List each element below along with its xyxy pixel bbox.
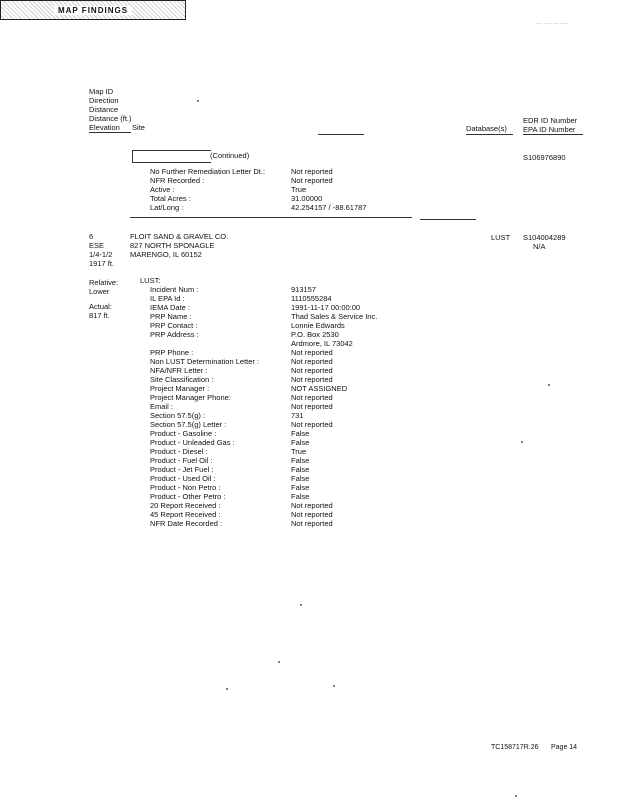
header-edr-id-label: EDR ID Number bbox=[523, 116, 578, 125]
continued-row-label: Total Acres : bbox=[150, 194, 191, 203]
site-distance: 1/4-1/2 bbox=[89, 250, 113, 259]
lust-label: 20 Report Received : bbox=[150, 501, 221, 510]
header-direction-label: Direction bbox=[89, 96, 119, 105]
lust-value: Ardmore, IL 73042 bbox=[291, 339, 353, 348]
header-rule-edr bbox=[523, 134, 583, 135]
lust-value: Not reported bbox=[291, 501, 333, 510]
lust-label: PRP Address : bbox=[150, 330, 199, 339]
scan-speck bbox=[548, 384, 550, 386]
lust-value: False bbox=[291, 483, 310, 492]
site-edr-id: S104004289 bbox=[523, 233, 566, 242]
lust-label: Product - Unleaded Gas : bbox=[150, 438, 235, 447]
continued-row-value: True bbox=[291, 185, 307, 194]
lust-label: 45 Report Received : bbox=[150, 510, 221, 519]
lust-label: Product - Fuel Oil : bbox=[150, 456, 213, 465]
actual-elevation-value: 817 ft. bbox=[89, 311, 110, 320]
lust-value: False bbox=[291, 492, 310, 501]
lust-value: Not reported bbox=[291, 375, 333, 384]
continued-row-value: 31.00000 bbox=[291, 194, 323, 203]
scan-speck bbox=[521, 441, 523, 443]
lust-value: False bbox=[291, 438, 310, 447]
lust-value: 913157 bbox=[291, 285, 317, 294]
continued-row-label: Lat/Long : bbox=[150, 203, 184, 212]
relative-elevation-label: Relative: bbox=[89, 278, 119, 287]
lust-label: PRP Name : bbox=[150, 312, 192, 321]
site-distance-ft: 1917 ft. bbox=[89, 259, 115, 268]
footer-document-id: TC158717R.26 bbox=[491, 744, 539, 751]
lust-label: NFR Date Recorded : bbox=[150, 519, 223, 528]
lust-value: Not reported bbox=[291, 366, 333, 375]
lust-value: Not reported bbox=[291, 357, 333, 366]
relative-elevation-value: Lower bbox=[89, 287, 110, 296]
lust-value: True bbox=[291, 447, 307, 456]
lust-label: Product - Other Petro : bbox=[150, 492, 226, 501]
footer-page-number: Page 14 bbox=[551, 744, 578, 751]
continued-row-value: 42.254157 / -88.61787 bbox=[291, 203, 367, 212]
continued-row-label: NFR Recorded : bbox=[150, 176, 205, 185]
redacted-site-name bbox=[132, 150, 211, 163]
lust-value: Not reported bbox=[291, 420, 333, 429]
lust-label: Incident Num : bbox=[150, 285, 199, 294]
lust-label: Site Classification : bbox=[150, 375, 214, 384]
continued-edr-id: S106976890 bbox=[523, 153, 566, 162]
header-rule-mid bbox=[318, 134, 364, 135]
lust-label: Product - Non Petro : bbox=[150, 483, 221, 492]
lust-label: IEMA Date : bbox=[150, 303, 191, 312]
lust-value: 731 bbox=[291, 411, 304, 420]
header-distance-label: Distance bbox=[89, 105, 119, 114]
continued-label: (Continued) bbox=[210, 151, 250, 160]
site-map-id: 6 bbox=[89, 232, 94, 241]
page-title-text: MAP FINDINGS bbox=[54, 6, 132, 15]
scan-speck bbox=[300, 604, 302, 606]
scan-speck bbox=[197, 100, 199, 102]
lust-value: Not reported bbox=[291, 510, 333, 519]
continued-row-label: No Further Remediation Letter Dt.: bbox=[150, 167, 266, 176]
header-site-label: Site bbox=[132, 123, 145, 132]
scan-speck bbox=[515, 795, 517, 797]
lust-label: Non LUST Determination Letter : bbox=[150, 357, 260, 366]
header-database-label: Database(s) bbox=[466, 124, 507, 133]
lust-section-heading: LUST: bbox=[140, 276, 161, 285]
lust-label: Section 57.5(g) Letter : bbox=[150, 420, 227, 429]
lust-label: Product - Gasoline : bbox=[150, 429, 217, 438]
continued-row-value: Not reported bbox=[291, 176, 333, 185]
lust-value: 1110555284 bbox=[291, 294, 332, 303]
header-map-id-label: Map ID bbox=[89, 87, 114, 96]
section-divider-right bbox=[420, 219, 476, 220]
continued-row-value: Not reported bbox=[291, 167, 333, 176]
lust-value: 1991-11-17 00:00:00 bbox=[291, 303, 361, 312]
lust-label: Project Manager : bbox=[150, 384, 210, 393]
lust-label: NFA/NFR Letter : bbox=[150, 366, 208, 375]
lust-value: NOT ASSIGNED bbox=[291, 384, 348, 393]
page-title bbox=[0, 0, 186, 20]
lust-value: Lonnie Edwards bbox=[291, 321, 345, 330]
actual-elevation-label: Actual: bbox=[89, 302, 112, 311]
lust-label: Section 57.5(g) : bbox=[150, 411, 206, 420]
site-database: LUST bbox=[491, 233, 511, 242]
lust-label: IL EPA Id : bbox=[150, 294, 185, 303]
scan-speck bbox=[226, 688, 228, 690]
lust-label: Product - Jet Fuel : bbox=[150, 465, 214, 474]
site-direction: ESE bbox=[89, 241, 105, 250]
top-margin-marks: ··· ···· ······· bbox=[536, 21, 568, 27]
section-divider bbox=[130, 217, 412, 218]
lust-value: Not reported bbox=[291, 402, 333, 411]
lust-label: PRP Phone : bbox=[150, 348, 194, 357]
lust-value: False bbox=[291, 465, 310, 474]
lust-value: False bbox=[291, 456, 310, 465]
header-distance-ft-label: Distance (ft.) bbox=[89, 114, 132, 123]
lust-value: Not reported bbox=[291, 393, 333, 402]
lust-value: Thad Sales & Service Inc. bbox=[291, 312, 378, 321]
lust-value: P.O. Box 2530 bbox=[291, 330, 339, 339]
site-address-line2: MARENGO, IL 60152 bbox=[130, 250, 202, 259]
header-epa-id-label: EPA ID Number bbox=[523, 125, 576, 134]
scan-speck bbox=[278, 661, 280, 663]
lust-value: False bbox=[291, 474, 310, 483]
lust-label: Product - Diesel : bbox=[150, 447, 208, 456]
site-name: FLOIT SAND & GRAVEL CO. bbox=[130, 232, 229, 241]
site-address-line1: 827 NORTH SPONAGLE bbox=[130, 241, 215, 250]
lust-value: False bbox=[291, 429, 310, 438]
lust-label: PRP Contact : bbox=[150, 321, 198, 330]
lust-value: Not reported bbox=[291, 519, 333, 528]
header-rule-left bbox=[89, 132, 131, 133]
lust-value: Not reported bbox=[291, 348, 333, 357]
header-rule-database bbox=[466, 134, 513, 135]
lust-label: Project Manager Phone: bbox=[150, 393, 231, 402]
continued-row-label: Active : bbox=[150, 185, 175, 194]
scan-speck bbox=[333, 685, 335, 687]
lust-label: Product - Used Oil : bbox=[150, 474, 216, 483]
lust-label: Email : bbox=[150, 402, 173, 411]
site-epa-id: N/A bbox=[533, 242, 546, 251]
header-elevation-label: Elevation bbox=[89, 123, 120, 132]
